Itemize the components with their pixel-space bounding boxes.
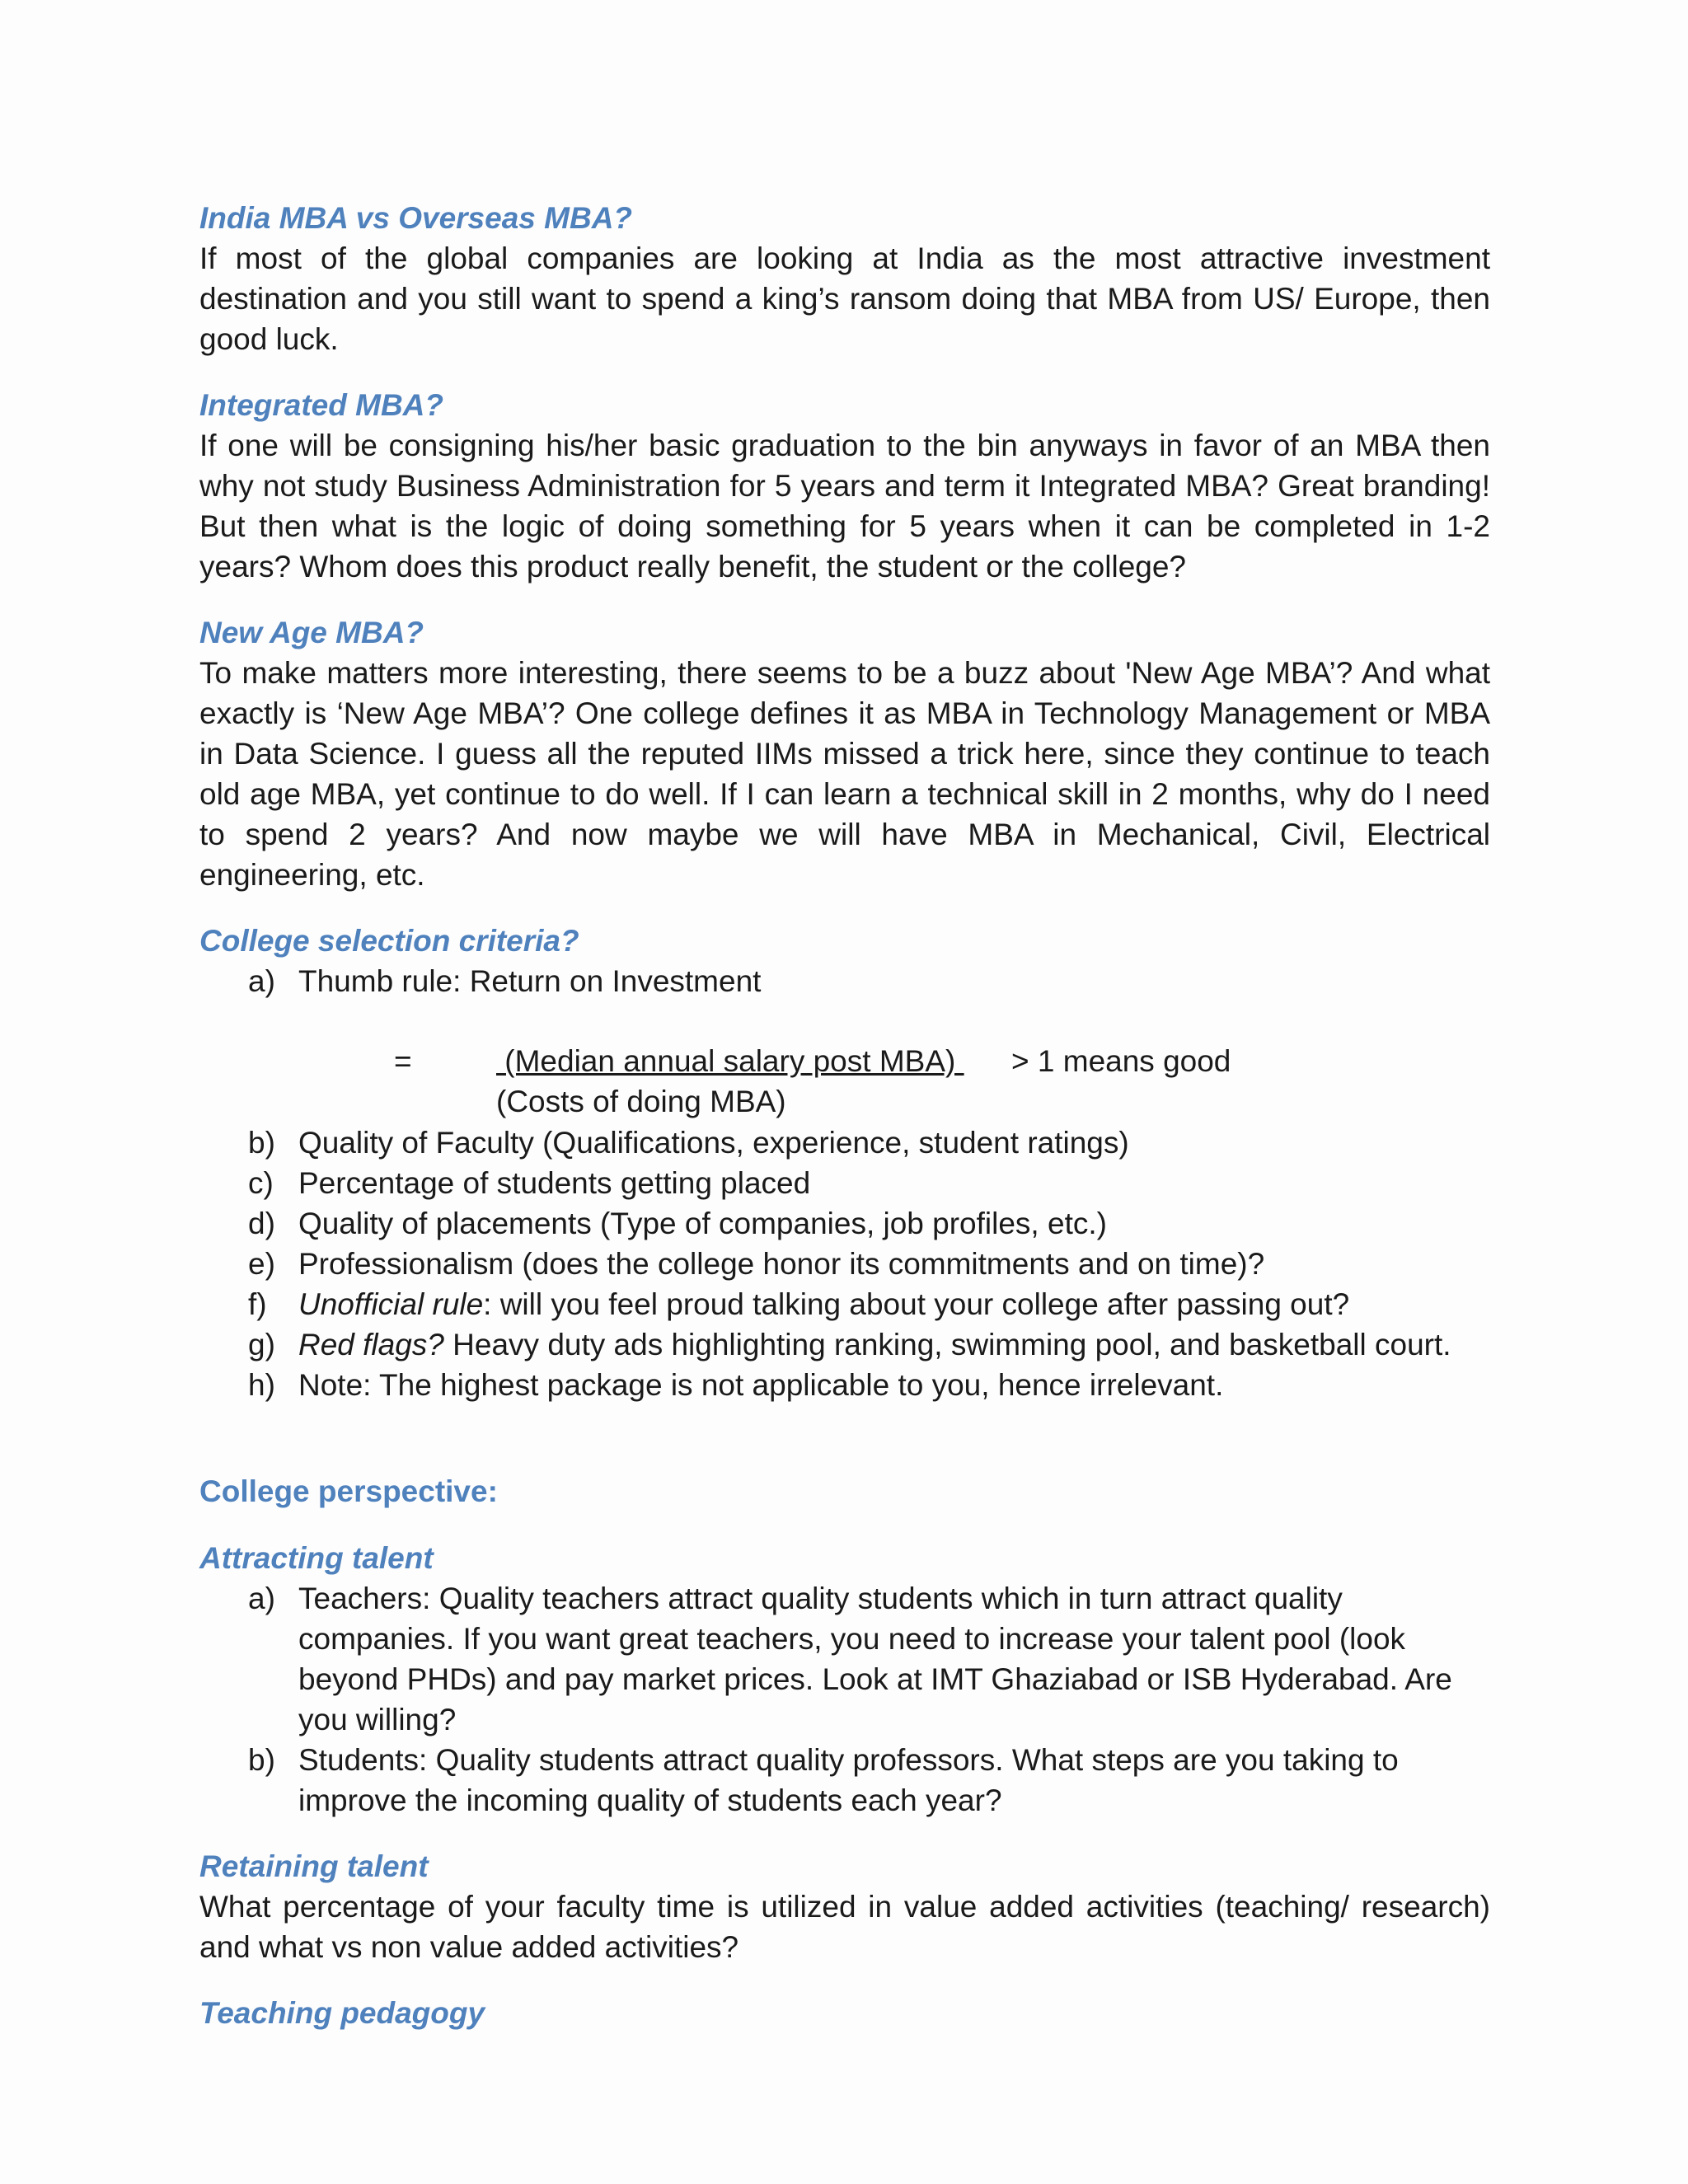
heading-attracting-talent: Attracting talent: [199, 1541, 434, 1575]
formula-equals: =: [394, 1044, 412, 1078]
list-item: [199, 1578, 1490, 1740]
section-new-age-mba: [199, 612, 1490, 895]
paragraph-india-vs-overseas: If most of the global companies are looking at India as the most attractive investment destination and you still want to spend a king’s ransom doing that MBA from US/ Europe, then good luck.: [199, 241, 1490, 356]
paragraph-integrated-mba: If one will be consigning his/her basic graduation to the bin anyways in favor of an MBA then why not study Business Administration for 5 years and term it Integrated MBA? Great branding! But then what is the logic of doing something for 5 years when it can be completed in 1-2 years? Whom does this product really benefit, the student or the college?: [199, 429, 1490, 583]
list-marker: d): [248, 1207, 275, 1240]
heading-college-perspective: College perspective:: [199, 1474, 498, 1508]
section-india-vs-overseas: [199, 198, 1490, 359]
list-marker: h): [248, 1368, 275, 1402]
selection-criteria-list-continued: [199, 1122, 1490, 1405]
heading-india-vs-overseas: India MBA vs Overseas MBA?: [199, 201, 633, 235]
list-item: [199, 1203, 1490, 1244]
list-item: [199, 1284, 1490, 1324]
list-marker: a): [248, 1582, 275, 1615]
list-item-text: Heavy duty ads highlighting ranking, swimming pool, and basketball court.: [443, 1328, 1451, 1361]
section-retaining-talent: [199, 1846, 1490, 1967]
formula-comparison: > 1 means good: [1011, 1044, 1231, 1078]
paragraph-retaining-talent: What percentage of your faculty time is utilized in value added activities (teaching/ research) and what vs non value added activities?: [199, 1890, 1490, 1964]
heading-teaching-pedagogy: Teaching pedagogy: [199, 1996, 485, 2030]
heading-new-age-mba: New Age MBA?: [199, 616, 424, 649]
list-marker: a): [248, 964, 275, 998]
list-item-text: Percentage of students getting placed: [298, 1166, 811, 1200]
list-item-text: Thumb rule: Return on Investment: [298, 964, 762, 998]
roi-formula: [199, 1001, 1490, 1122]
heading-college-selection: College selection criteria?: [199, 924, 579, 958]
document-page: [199, 198, 1490, 2033]
list-item: [199, 961, 1490, 1001]
list-item: [199, 1244, 1490, 1284]
list-item: [199, 1163, 1490, 1203]
list-marker: c): [248, 1166, 274, 1200]
list-marker: e): [248, 1247, 275, 1281]
list-item-text: Quality of placements (Type of companies, job profiles, etc.): [298, 1207, 1107, 1240]
list-item-text: Note: The highest package is not applicable to you, hence irrelevant.: [298, 1368, 1224, 1402]
list-item-emphasis: Red flags?: [298, 1328, 444, 1361]
list-item-text: Students: Quality students attract quality professors. What steps are you taking to improve the incoming quality of students each year?: [298, 1743, 1399, 1817]
list-marker: b): [248, 1743, 275, 1777]
selection-criteria-list: [199, 961, 1490, 1001]
paragraph-new-age-mba: To make matters more interesting, there seems to be a buzz about 'New Age MBA’? And what exactly is ‘New Age MBA’? One college defines it as MBA in Technology Management or MBA in Data Science. I guess all the reputed IIMs missed a trick here, since they continue to teach old age MBA, yet continue to do well. If I can learn a technical skill in 2 months, why do I need to spend 2 years? And now maybe we will have MBA in Mechanical, Civil, Electrical engineering, etc.: [199, 656, 1490, 892]
section-college-selection: [199, 921, 1490, 1405]
list-item-text: Professionalism (does the college honor its commitments and on time)?: [298, 1247, 1265, 1281]
list-item-text: Quality of Faculty (Qualifications, experience, student ratings): [298, 1126, 1129, 1160]
formula-numerator: (Median annual salary post MBA): [496, 1044, 964, 1078]
list-marker: f): [248, 1287, 267, 1321]
heading-retaining-talent: Retaining talent: [199, 1849, 429, 1883]
list-item-text: Teachers: Quality teachers attract quality students which in turn attract quality companies. If you want great teachers, you need to increase your talent pool (look beyond PHDs) and pay market prices. Look at IMT Ghaziabad or ISB Hyderabad. Are you willing?: [298, 1582, 1452, 1736]
list-marker: g): [248, 1328, 275, 1361]
formula-denominator: (Costs of doing MBA): [496, 1085, 786, 1118]
list-item-emphasis: Unofficial rule: [298, 1287, 484, 1321]
section-attracting-talent: [199, 1538, 1490, 1821]
list-item-text: : will you feel proud talking about your college after passing out?: [483, 1287, 1350, 1321]
attracting-talent-list: [199, 1578, 1490, 1821]
list-item: [199, 1324, 1490, 1365]
list-item: [199, 1365, 1490, 1405]
heading-integrated-mba: Integrated MBA?: [199, 388, 443, 422]
section-integrated-mba: [199, 385, 1490, 587]
list-item: [199, 1740, 1490, 1821]
list-item: [199, 1122, 1490, 1163]
list-marker: b): [248, 1126, 275, 1160]
